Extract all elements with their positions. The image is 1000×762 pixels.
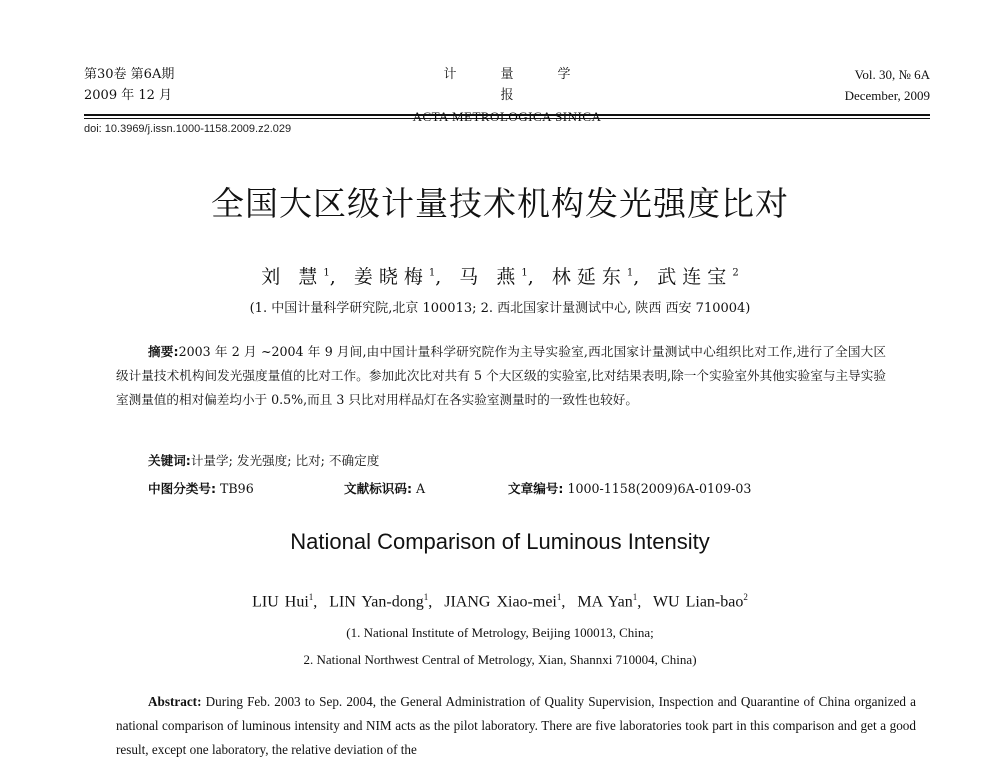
date-cn: 2009 年 12 月 [84, 88, 173, 103]
keywords-cn [148, 450, 379, 469]
header-rule-thick [84, 114, 930, 116]
journal-header [84, 64, 930, 124]
clc-number [148, 478, 254, 497]
title-en: National Comparison of Luminous Intensity [290, 529, 710, 554]
abstract-en-text: During Feb. 2003 to Sep. 2004, the General Administration of Quality Supervision, Inspection and Quarantine of China organized a national comparison of luminous intensity and NIM acts as the pilot laboratory. There are five laboratories took part in this comparison and get a good result, except one laboratory, the relative deviation of the [116, 694, 916, 757]
author-en-sup: 1 [556, 592, 562, 602]
author-en-sup: 1 [632, 592, 638, 602]
header-rule-thin [84, 118, 930, 119]
title-cn: 全国大区级计量技术机构发光强度比对 [211, 184, 789, 223]
doccode-label: 文献标识码: [344, 481, 413, 496]
journal-name-cn: 计量学报 [443, 67, 615, 103]
author-cn-sup: 1 [626, 267, 634, 279]
author-cn-sup: 1 [428, 267, 436, 279]
doi: doi: 10.3969/j.issn.1000-1158.2009.z2.029 [84, 123, 292, 135]
author-en: LIN Yan-dong [329, 593, 424, 611]
article-label: 文章编号: [508, 481, 564, 496]
abstract-cn-label: 摘要: [148, 344, 179, 359]
issue-info [84, 64, 174, 106]
abstract-en [116, 690, 916, 762]
abstract-cn [116, 340, 886, 412]
author-en: LIU Hui [252, 593, 309, 611]
affiliation-en-line1: (1. National Institute of Metrology, Beijing 100013, China; [346, 625, 654, 640]
article-number [508, 478, 751, 497]
author-en-sup: 2 [743, 592, 748, 602]
volume-issue-cn: 第30卷 第6A期 [84, 67, 175, 82]
keywords-cn-text: 计量学; 发光强度; 比对; 不确定度 [190, 453, 380, 468]
volume-issue-en: Vol. 30, № 6A [854, 67, 930, 82]
author-cn: 刘 慧 [261, 266, 324, 288]
author-en-sup: 1 [423, 592, 429, 602]
author-cn-sup: 1 [521, 267, 528, 279]
authors-cn: 刘 慧$^1$, 姜晓梅$^1$, 马 燕$^1$, 林延东$^1$, 武连宝$^2$ [261, 266, 739, 288]
author-en: MA Yan [577, 593, 633, 611]
keywords-cn-label: 关键词: [148, 453, 191, 468]
doccode-value: A [416, 481, 426, 496]
issue-info-en [845, 64, 930, 106]
document-code [344, 478, 425, 497]
author-cn: 林延东 [551, 266, 627, 288]
article-value: 1000-1158(2009)6A-0109-03 [567, 481, 752, 496]
authors-en: LIU Hui$^1$, LIN Yan-dong$^1$, JIANG Xiao-mei$^1$, MA Yan$^1$, WU Lian-bao$^2$ [252, 592, 748, 611]
author-cn: 马 燕 [459, 266, 522, 288]
author-en: WU Lian-bao [652, 593, 744, 611]
affiliation-cn: (1. 中国计量科学研究院,北京 100013; 2. 西北国家计量测试中心, 陕西 西安 710004) [249, 301, 751, 316]
date-en: December, 2009 [844, 88, 930, 103]
author-cn: 武连宝 [657, 266, 733, 288]
author-cn-sup: 1 [323, 267, 330, 279]
affiliation-en-line2: 2. National Northwest Central of Metrology, Xian, Shannxi 710004, China) [303, 652, 697, 667]
abstract-en-label: Abstract: [148, 694, 202, 709]
journal-name-en: ACTA METROLOGICA SINICA [412, 109, 602, 124]
clc-label: 中图分类号: [148, 481, 217, 496]
abstract-cn-text: 2003 年 2 月 ~2004 年 9 月间,由中国计量科学研究院作为主导实验室,西北国家计量测试中心组织比对工作,进行了全国大区级计量技术机构间发光强度量值的比对工作。参加此次比对共有 5 个大区级的实验室,比对结果表明,除一个实验室外其他实验室与主导实验室测量值的相对偏差均小于 0.5%,而且 3 只比对用样品灯在各实验室测量时的一致性也较好。 [116, 344, 886, 407]
clc-value: TB96 [220, 481, 254, 496]
author-en: JIANG Xiao-mei [444, 593, 557, 611]
author-cn-sup: 2 [732, 267, 739, 279]
author-en-sup: 1 [308, 592, 314, 602]
author-cn: 姜晓梅 [353, 266, 429, 288]
